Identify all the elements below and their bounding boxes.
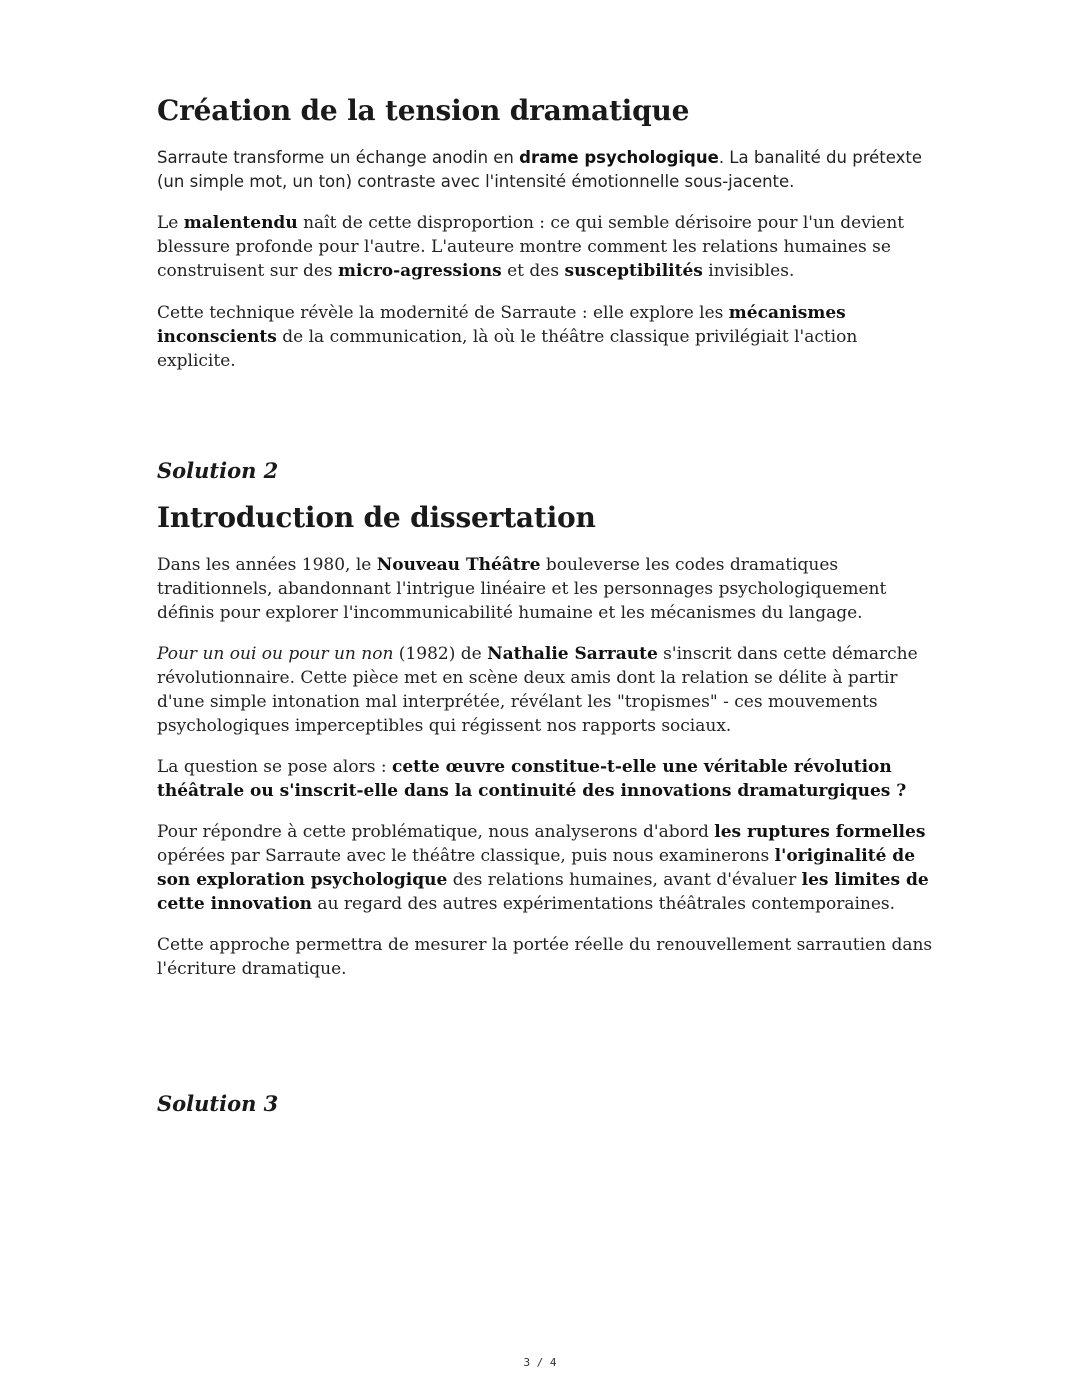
paragraph-text: Cette approche permettra de mesurer la portée réelle du renouvellement sarrautien dans l'écriture dramatique. (157, 935, 933, 979)
section-heading: Création de la tension dramatique (157, 94, 690, 127)
paragraph (157, 933, 937, 981)
paragraph-text: Sarraute transforme un échange anodin en drame psychologique. La banalité du prétexte (un simple mot, un ton) contraste avec l'intensité émotionnelle sous-jacente. (157, 148, 922, 191)
page-indicator: 3 / 4 (523, 1356, 557, 1369)
solution-label: Solution 3 (157, 1091, 279, 1116)
paragraph (157, 301, 937, 373)
solution-label-3 (157, 1090, 937, 1118)
paragraph (157, 820, 937, 916)
section-tension-dramatique (157, 94, 937, 128)
paragraph-text: Le malentendu naît de cette disproportion : ce qui semble dérisoire pour l'un devient blessure profonde pour l'autre. L'auteure montre comment les relations humaines se construisent sur des micro-agressions et des susceptibilités invisibles. (157, 213, 905, 281)
paragraph-text: La question se pose alors : cette œuvre constitue-t-elle une véritable révolution théâtrale ou s'inscrit-elle dans la continuité des innovations dramaturgiques ? (157, 757, 907, 801)
section-heading: Introduction de dissertation (157, 501, 596, 534)
paragraph (157, 553, 937, 625)
paragraph (157, 642, 937, 738)
paragraph (157, 146, 937, 194)
paragraph-text: Cette technique révèle la modernité de Sarraute : elle explore les mécanismes inconscients de la communication, là où le théâtre classique privilégiait l'action explicite. (157, 303, 858, 371)
paragraph (157, 755, 937, 803)
section-introduction (157, 501, 937, 535)
paragraph-text: Pour un oui ou pour un non (1982) de Nathalie Sarraute s'inscrit dans cette démarche révolutionnaire. Cette pièce met en scène deux amis dont la relation se délite à partir d'une simple intonation mal interprétée, révélant les "tropismes" - ces mouvements psychologiques imperceptibles qui régissent nos rapports sociaux. (157, 644, 918, 736)
solution-label: Solution 2 (157, 458, 279, 483)
solution-label-2 (157, 457, 937, 485)
paragraph-text: Pour répondre à cette problématique, nous analyserons d'abord les ruptures formelles opérées par Sarraute avec le théâtre classique, puis nous examinerons l'originalité de son exploration psychologique des relations humaines, avant d'évaluer les limites de cette innovation au regard des autres expérimentations théâtrales contemporaines. (157, 822, 929, 914)
paragraph (157, 211, 937, 283)
paragraph-text: Dans les années 1980, le Nouveau Théâtre bouleverse les codes dramatiques traditionnels, abandonnant l'intrigue linéaire et les personnages psychologiquement définis pour explorer l'incommunicabilité humaine et les mécanismes du langage. (157, 555, 887, 623)
